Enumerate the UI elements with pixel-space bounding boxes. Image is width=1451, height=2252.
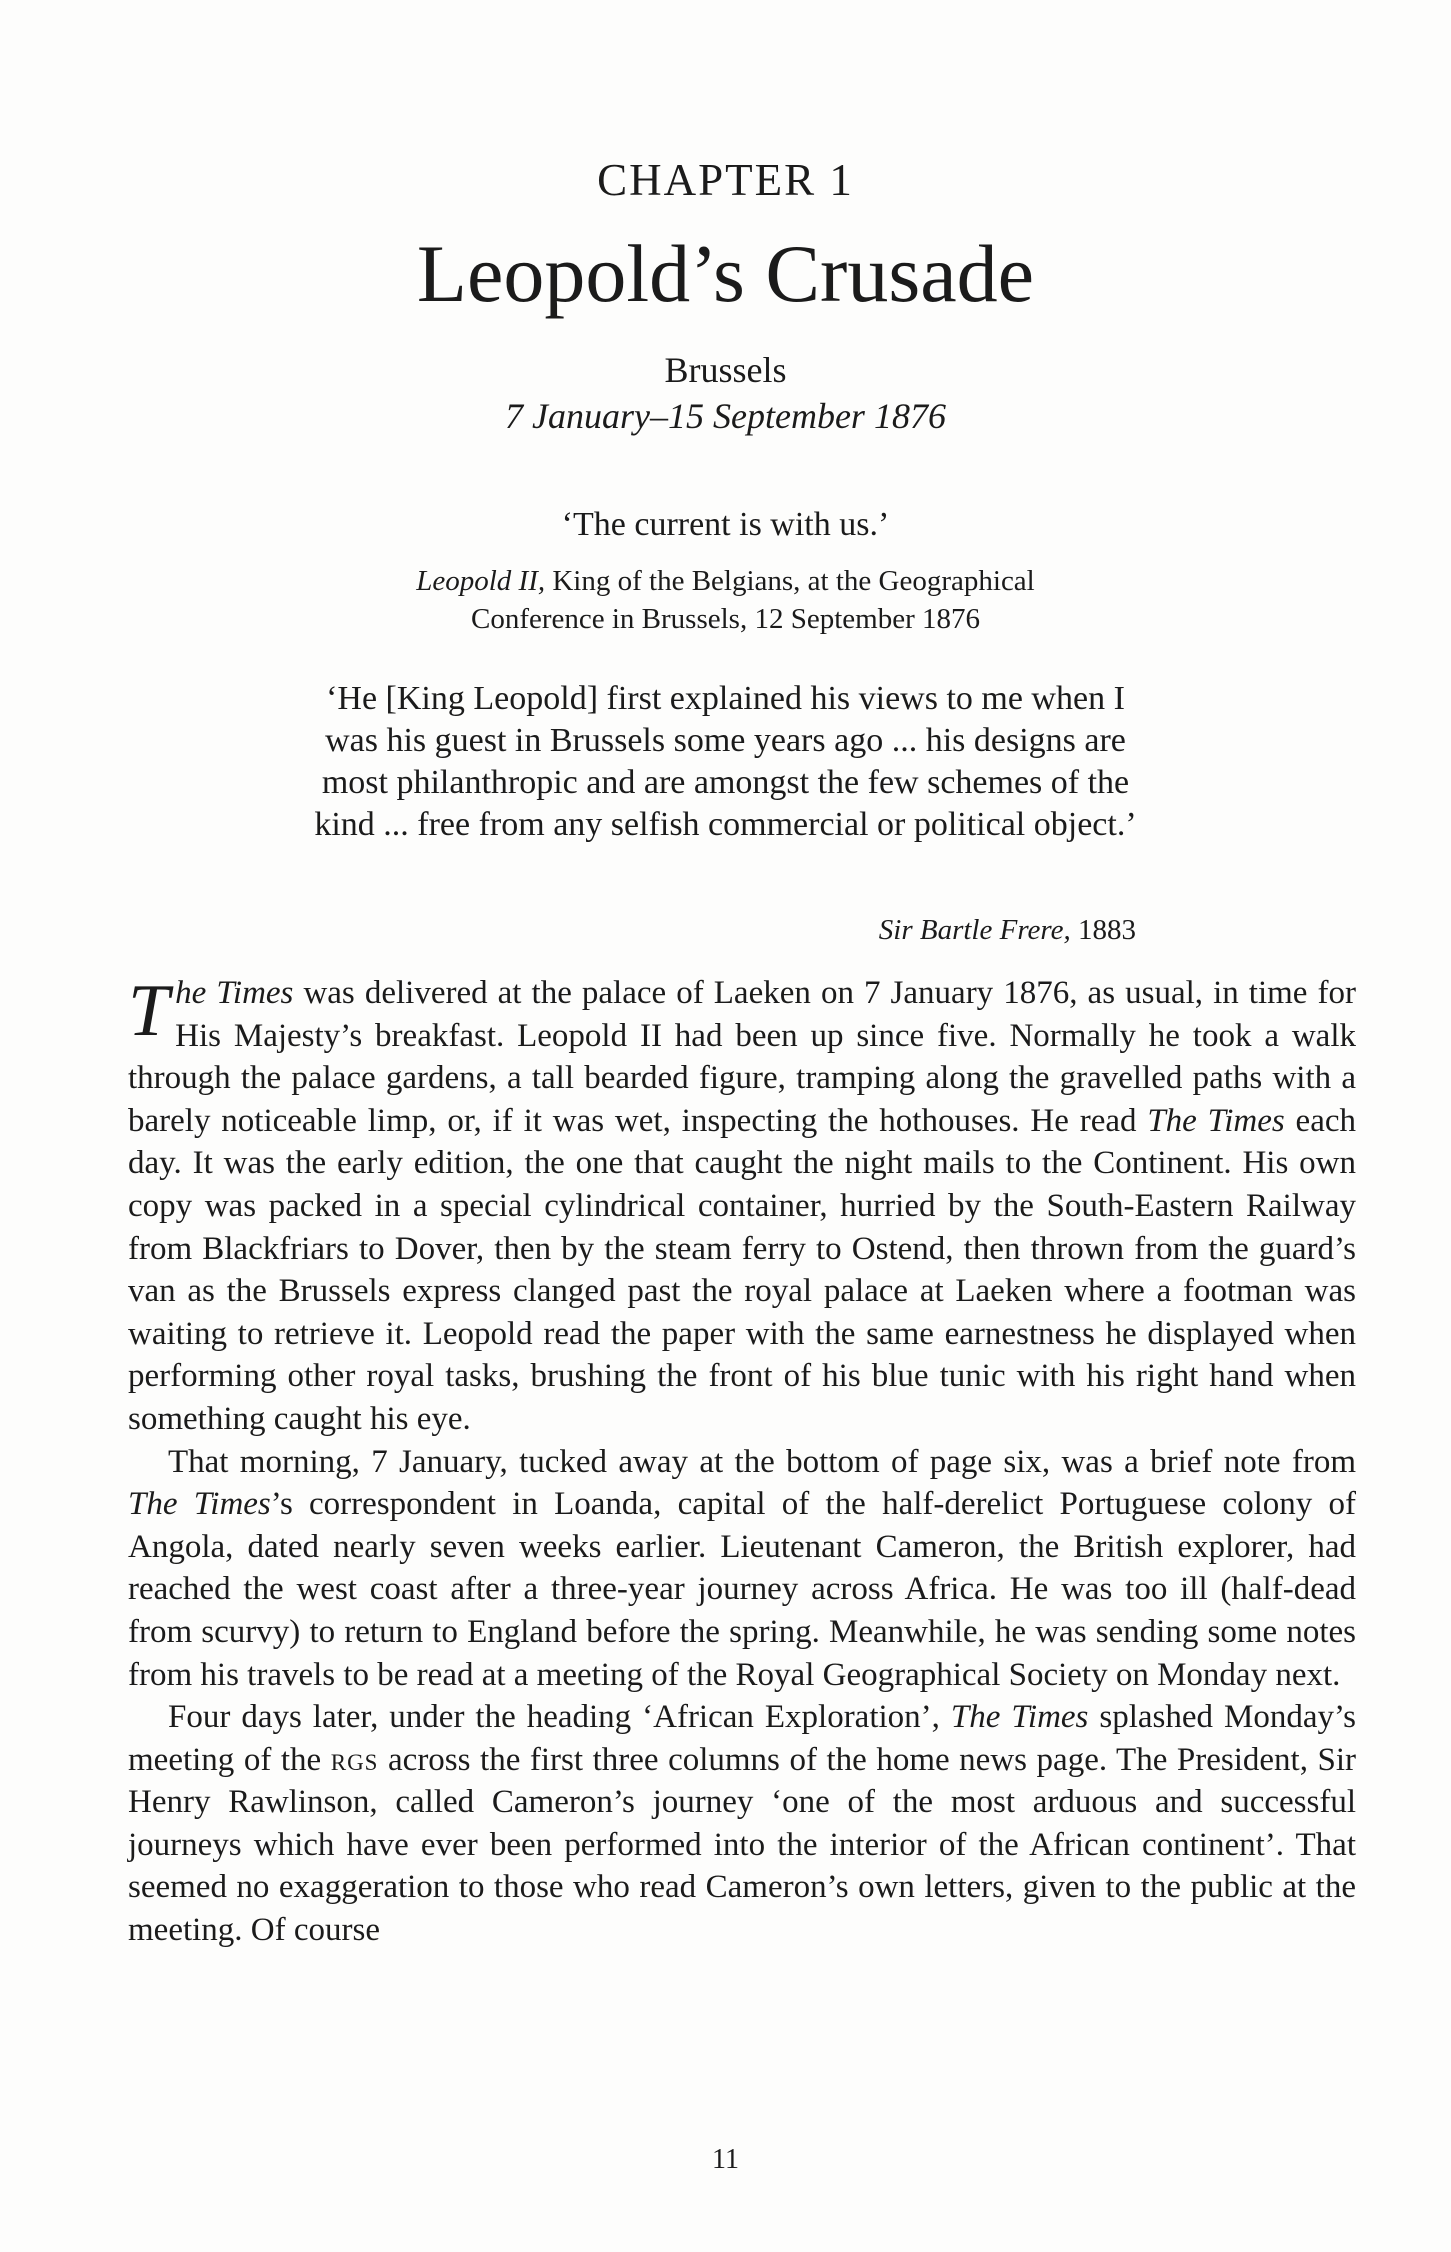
chapter-label: CHAPTER 1 [597, 155, 854, 205]
epigraph-attribution-2 [700, 916, 1136, 945]
attribution-line-2: Conference in Brussels, 12 September 1876 [470, 603, 980, 635]
newspaper-title: The Times [128, 1486, 271, 1523]
epigraph-quote-1: ‘The current is with us.’ [561, 506, 890, 543]
drop-cap: T [128, 970, 170, 1052]
attribution-year: 1883 [1070, 914, 1136, 946]
paragraph-text: across the first three columns of the home news page. The President, Sir Henry Rawlinson, called Cameron’s journey ‘one of the most arduous and successful journeys which have ever been performed into the interior of the African continent’. That seemed no exaggeration to those who read Cameron’s own letters, given to the public at the meeting. Of course [128, 1741, 1356, 1949]
epigraph-quote-2: ‘He [King Leopold] first explained his views to me when I was his guest in Brussels some years ago ... his designs are most philanthropic and are amongst the few schemes of the kind ... free from any selfish commercial or political object.’ [314, 680, 1137, 843]
chapter-place: Brussels [664, 350, 787, 390]
paragraph-text: Four days later, under the heading ‘African Exploration’, [168, 1699, 951, 1736]
paragraph-text: ’s correspondent in Loanda, capital of the half-derelict Portuguese colony of Angola, dated nearly seven weeks earlier. Lieutenant Cameron, the British explorer, had reached the west coast after a three-year journey across Africa. He was too ill (half-dead from scurvy) to return to England before the spring. Meanwhile, he was sending some notes from his travels to be read at a meeting of the Royal Geographical Society on Monday next. [128, 1486, 1356, 1693]
paragraph-text: That morning, 7 January, tucked away at the bottom of page six, was a brief note from [168, 1443, 1356, 1480]
paragraph-2 [128, 1441, 1356, 1697]
paragraph-1 [128, 972, 1356, 1441]
body-text [128, 972, 1356, 1952]
paragraph-text: was delivered at the palace of Laeken on 7 January 1876, as usual, in time for His Majesty’s breakfast. Leopold II had been up since five. Normally he took a walk through the palace gardens, a tall bearded figure, tramping along the gravelled paths with a barely noticeable limp, or, if it was wet, inspecting the hothouses. He read [128, 975, 1356, 1139]
epigraph-attribution-1 [300, 562, 1151, 638]
page-number: 11 [712, 2144, 739, 2175]
paragraph-text: each day. It was the early edition, the one that caught the night mails to the Continent. His own copy was packed in a special cylindrical container, hurried by the South-Eastern Railway from Blackfriars to Dover, then by the steam ferry to Ostend, then thrown from the guard’s van as the Brussels express clanged past the royal palace at Laeken where a footman was waiting to retrieve it. Leopold read the paper with the same earnestness he displayed when performing other royal tasks, brushing the front of his blue tunic with his right hand when something caught his eye. [128, 1102, 1356, 1437]
newspaper-title: The Times [1147, 1102, 1285, 1139]
paragraph-text: splashed Monday’s meeting of the [128, 1699, 1356, 1778]
paragraph-3 [128, 1696, 1356, 1952]
chapter-dates: 7 January–15 September 1876 [505, 396, 946, 436]
newspaper-title: The Times [950, 1699, 1089, 1736]
society-abbreviation: rgs [330, 1741, 379, 1778]
chapter-title: Leopold’s Crusade [416, 228, 1035, 319]
attribution-line-1: King of the Belgians, at the Geographical [545, 565, 1035, 597]
attribution-name: Leopold II, [416, 565, 546, 597]
newspaper-title: he Times [175, 975, 294, 1011]
attribution-name: Sir Bartle Frere, [878, 914, 1071, 946]
